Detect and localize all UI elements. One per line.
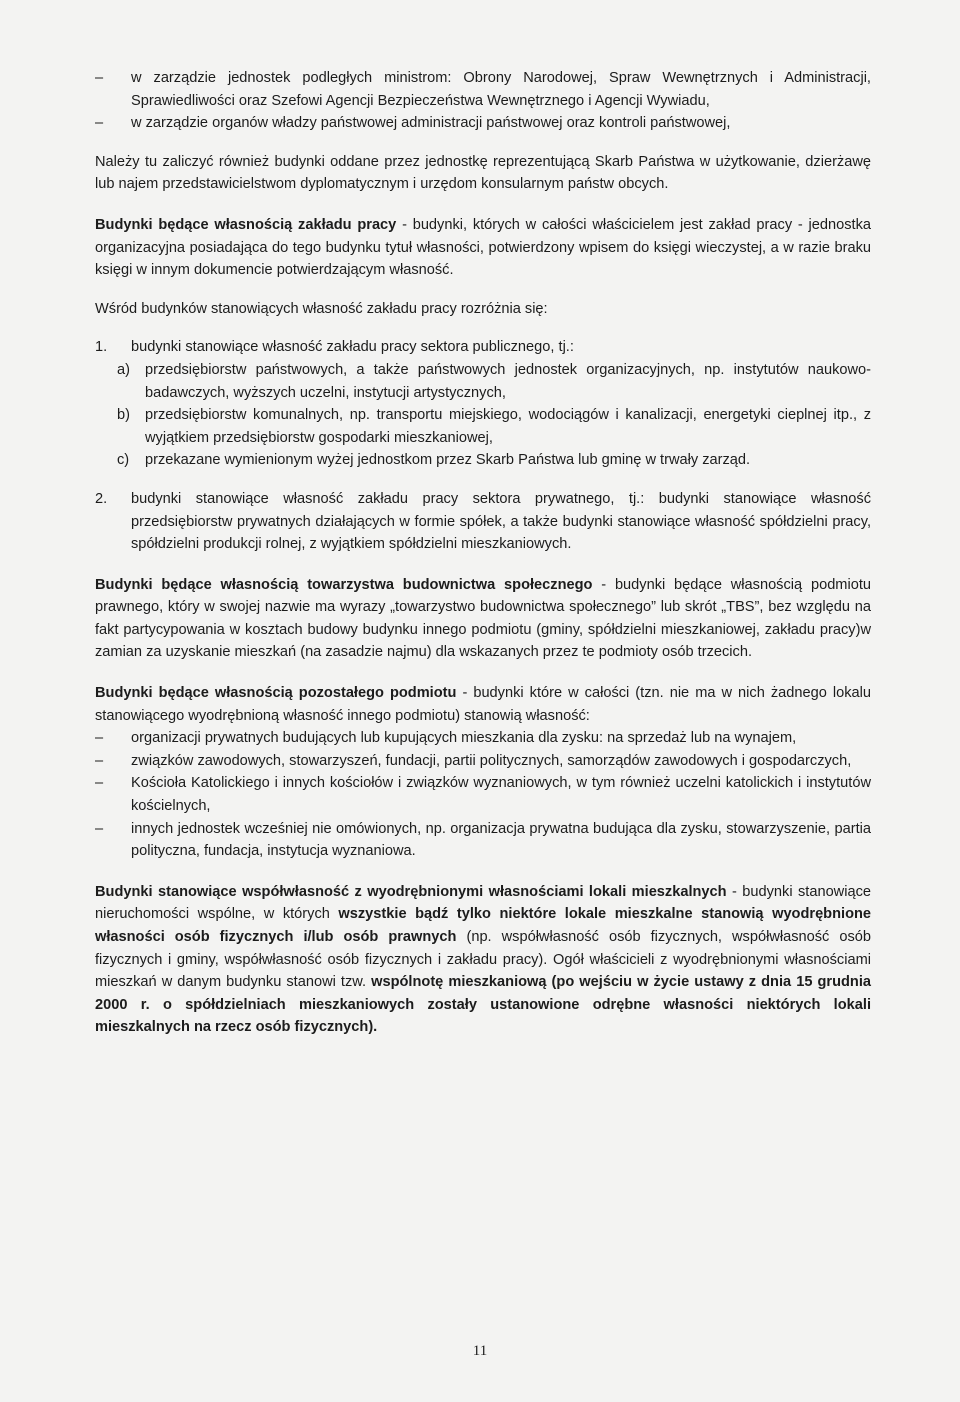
item-text: budynki stanowiące własność zakładu pracy sektora prywatnego, tj.: budynki stanowiące własność przedsiębiorstw prywatnych działających w formie spółek, a także budynki stanowiące własność spółdzielni pracy, spółdzielni produkcji rolnej, z wyjątkiem spółdzielni mieszkaniowych. — [131, 490, 871, 553]
paragraph-wsrod: Wśród budynków stanowiących własność zakładu pracy rozróżnia się: — [95, 300, 548, 317]
sub-item-text: przekazane wymienionym wyżej jednostkom przez Skarb Państwa lub gminę w trwały zarząd. — [145, 452, 751, 469]
section-pozostalego-podmiotu — [95, 682, 871, 727]
sub-item-c — [95, 449, 871, 472]
list-marker: – — [95, 70, 104, 86]
sub-item-a — [95, 359, 871, 404]
section-tbs — [95, 574, 871, 664]
item-text: budynki stanowiące własność zakładu pracy sektora publicznego, tj.: — [131, 339, 574, 356]
list-item-text: innych jednostek wcześniej nie omówionych, np. organizacja prywatna budująca dla zysku, stowarzyszenie, partia polityczna, fundacja, instytucja wyznaniowa. — [131, 820, 871, 860]
section-text: - budynki, których w całości właścicielem jest zakład pracy - jednostka organizacyjna posiadająca do tego budynku tytuł własności, potwierdzony wpisem do księgi wieczystej, a w razie braku księgi w innym dokumencie potwierdzającym własność. — [95, 216, 871, 279]
item-number: 2. — [95, 490, 108, 507]
section-zakladu-pracy — [95, 214, 871, 282]
numbered-list — [95, 336, 871, 555]
section-wspolwlasnosc — [95, 881, 871, 1039]
list-marker: – — [95, 820, 104, 837]
page-content — [95, 67, 871, 1039]
top-list — [95, 67, 871, 135]
list-item-text: w zarządzie jednostek podległych ministrom: Obrony Narodowej, Spraw Wewnętrznych i Administracji, Sprawiedliwości oraz Szefowi Agencji Bezpieczeństwa Wewnętrznego i Agencji Wywiadu, — [131, 70, 871, 109]
section-text: (np. współwłasność osób fizycznych, współwłasność osób fizycznych i gminy, współwłasność osób fizycznych i zakładu pracy). Ogół właścicieli z wyodrębnionymi własnościami mieszkań w danym budynku stanowi tzw. — [95, 929, 871, 991]
list-item — [95, 727, 871, 750]
list-item — [95, 818, 871, 863]
pozostalego-list — [95, 727, 871, 863]
numbered-item-2 — [95, 488, 871, 556]
item-number: 1. — [95, 339, 108, 356]
section-text: - budynki będące własnością podmiotu prawnego, który w swojej nazwie ma wyrazy „towarzystwo budownictwa społecznego” lub skrót „TBS”, bez względu na fakt partycypowania w kosztach budowy budynku innego podmiotu (gminy, spółdzielni mieszkaniowej, zakładu pracy)w zamian za uzyskanie mieszkań (na zasadzie najmu) dla wskazanych przez te podmioty osób trzecich. — [95, 576, 871, 661]
section-heading: Budynki będące własnością zakładu pracy — [95, 216, 397, 233]
list-item-text: Kościoła Katolickiego i innych kościołów i związków wyznaniowych, w tym również uczelni katolickich i instytutów kościelnych, — [131, 775, 871, 815]
section-text: - budynki stanowiące nieruchomości wspólne, w których — [95, 883, 871, 923]
list-item-text: w zarządzie organów władzy państwowej administracji państwowej oraz kontroli państwowej, — [131, 115, 731, 132]
sub-item-b — [95, 404, 871, 449]
section-text: - budynki które w całości (tzn. nie ma w nich żadnego lokalu stanowiącego wyodrębnioną własność innego podmiotu) stanowią własność: — [95, 685, 871, 724]
sub-item-text: przedsiębiorstw komunalnych, np. transportu miejskiego, wodociągów i kanalizacji, energetyki cieplnej itp., z wyjątkiem przedsiębiorstw gospodarki mieszkaniowej, — [145, 407, 871, 446]
paragraph-nalezy: Należy tu zaliczyć również budynki oddane przez jednostkę reprezentującą Skarb Państwa w użytkowanie, dzierżawę lub najem przedstawicielstwom dyplomatycznym i urzędom konsularnym państw obcych. — [95, 153, 871, 193]
section-heading: Budynki będące własnością towarzystwa budownictwa społecznego — [95, 576, 593, 593]
numbered-item-1 — [95, 336, 871, 359]
list-marker: – — [95, 775, 104, 792]
list-item-text: organizacji prywatnych budujących lub kupujących mieszkania dla zysku: na sprzedaż lub na wynajem, — [131, 730, 797, 747]
list-marker: – — [95, 115, 104, 132]
list-item — [95, 67, 871, 112]
list-item — [95, 772, 871, 817]
sub-item-marker: a) — [117, 361, 130, 378]
list-item — [95, 750, 871, 773]
page-number: 11 — [472, 1343, 488, 1359]
section-bold-text: wspólnotę mieszkaniową (po wejściu w życie ustawy z dnia 15 grudnia 2000 r. o spółdzielniach mieszkaniowych zostały ustanowione odrębne własności niektórych lokali mieszkalnych na rzecz osób fizycznych). — [95, 974, 872, 1036]
sub-item-marker: b) — [117, 407, 130, 424]
section-heading: Budynki stanowiące współwłasność z wyodrębnionymi własnościami lokali mieszkalnych — [95, 883, 727, 900]
list-item — [95, 112, 871, 135]
list-item-text: związków zawodowych, stowarzyszeń, fundacji, partii politycznych, samorządów zawodowych i gospodarczych, — [131, 752, 852, 769]
section-bold-text: wszystkie bądź tylko niektóre lokale mieszkalne stanowią wyodrębnione własności osób fizycznych i/lub osób prawnych — [95, 906, 872, 945]
list-marker: – — [95, 730, 104, 747]
list-marker: – — [95, 752, 104, 769]
sub-item-text: przedsiębiorstw państwowych, a także państwowych jednostek organizacyjnych, np. instytutów naukowo-badawczych, wyższych uczelni, instytucji artystycznych, — [145, 361, 871, 401]
section-heading: Budynki będące własnością pozostałego podmiotu — [95, 685, 457, 702]
sub-item-marker: c) — [117, 452, 130, 469]
